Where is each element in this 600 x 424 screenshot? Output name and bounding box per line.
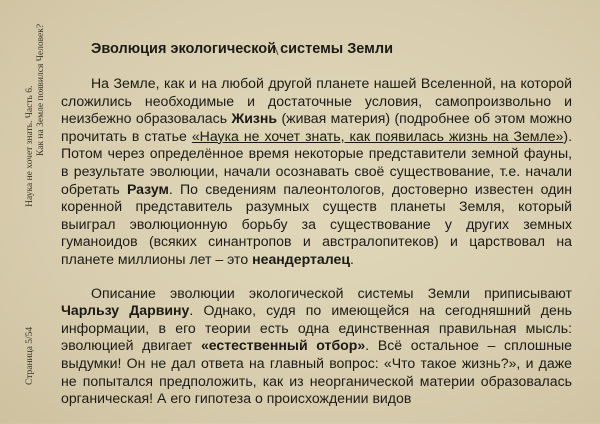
bold-term: «естественный отбор»: [200, 337, 366, 354]
article-title: Как на Земле появился Человек?: [36, 23, 46, 156]
article-link[interactable]: «Наука не хочет знать, как появилась жизнь на Земле»: [191, 127, 564, 144]
text: .: [350, 250, 354, 267]
text: На Земле, как и на любой другой планете нашей Вселенной, на которой сложились необходимые и достаточные условия, самопроизвольно и неизбежно образовалась: [61, 75, 572, 127]
bold-term: Разум: [126, 180, 169, 197]
paragraph-1: [61, 75, 572, 269]
sidebar-text: [25, 24, 47, 385]
page-number: Страница 5/54: [25, 326, 35, 385]
sidebar: [0, 0, 50, 423]
paragraph-2: [61, 285, 572, 408]
text: . Однако, судя по имеющейся на сегодняшний день информации, в его теории есть одна единственная правильная мысль: эволюцией двигает: [61, 302, 572, 354]
text: . Всё остальное – сплошные выдумки! Он не дал ответа на главный вопрос: «Что такое жизнь?», и даже не попытался предположить, как из неорганической материи образовалась органическая! А его гипотеза о происхождении видов: [61, 337, 572, 407]
section-title: Эволюция экологической системы Земли: [91, 41, 394, 57]
document-body: [61, 40, 572, 424]
text: Описание эволюции экологической системы Земли приписывают: [91, 284, 572, 301]
text: (живая материя) (подробнее об этом можно прочитать в статье: [61, 110, 572, 144]
bold-term: неандерталец: [252, 250, 351, 267]
text: ). Потом через определённое время некоторые представители земной фауны, в результате эволюции, начали осознавать своё существование, т.е. начали обретать: [61, 127, 572, 197]
bold-term: Жизнь: [231, 110, 278, 127]
series-title: Наука не хочет знать. Часть 6.: [25, 85, 35, 207]
text: . По сведениям палеонтологов, достоверно известен один коренной представитель разумных существ планеты Земля, который выиграл эволюционную борьбу за существование у других земных гуманоидов (всяких синантропов и австралопитеков) и царствовал на планете миллионы лет – это: [61, 180, 572, 267]
bold-term: Чарльзу Дарвину: [61, 302, 190, 319]
